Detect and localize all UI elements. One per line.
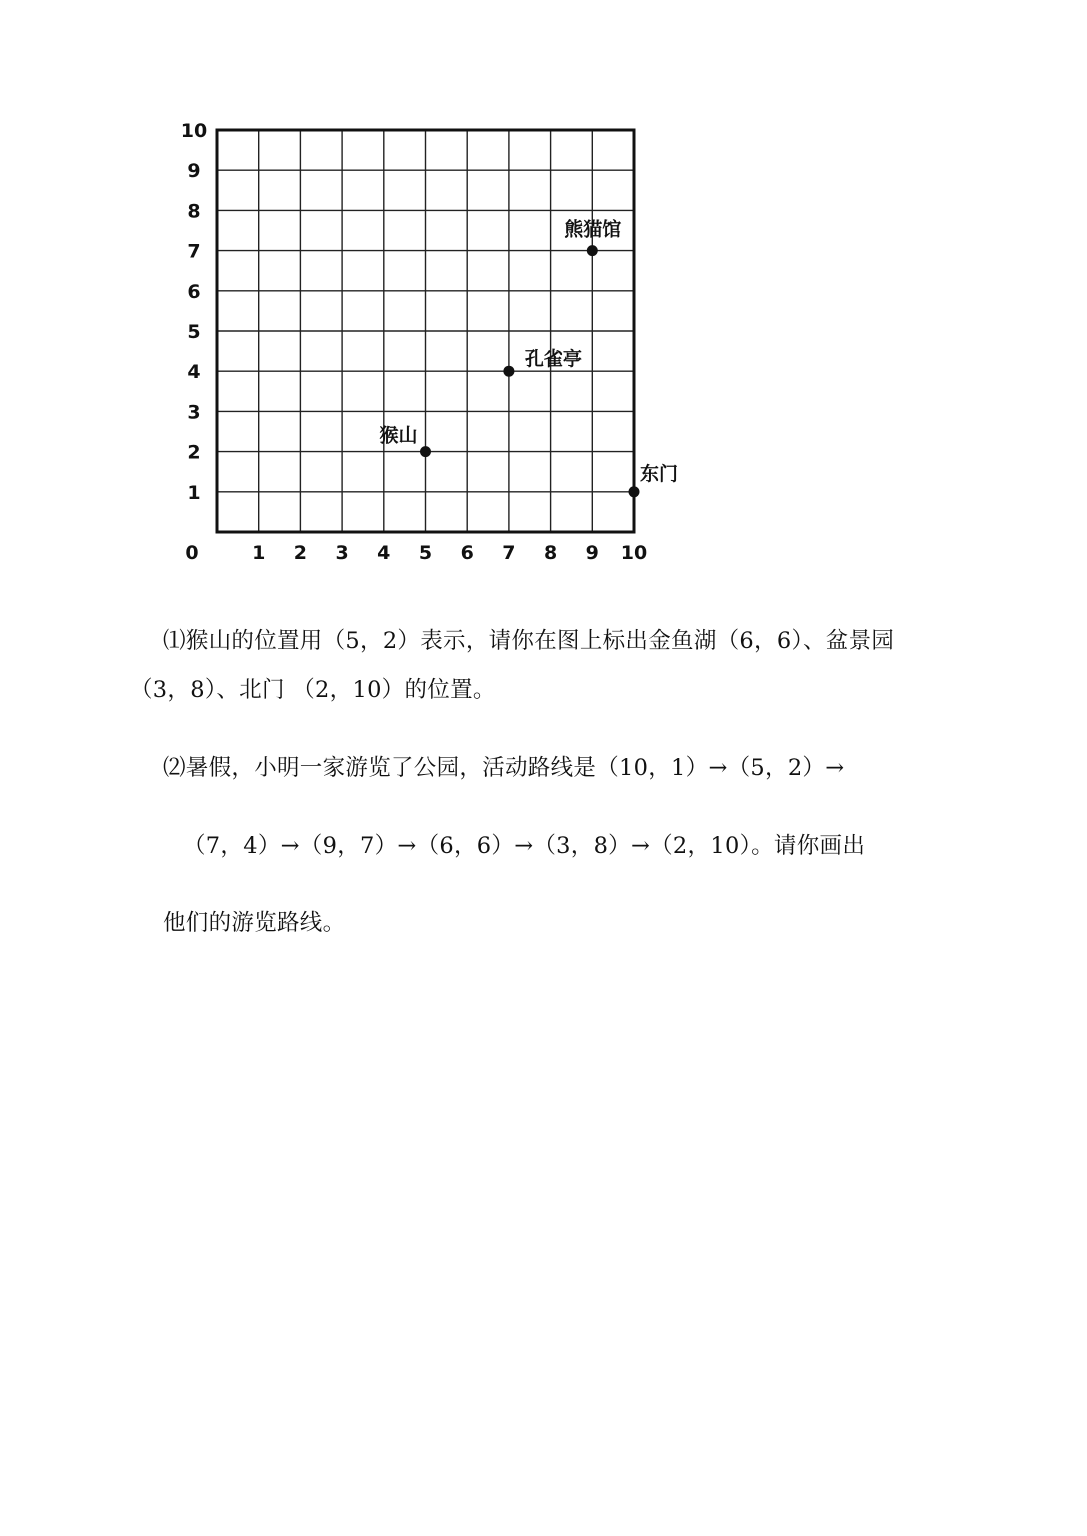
y-tick-label: 2 — [187, 441, 201, 464]
x-tick-label: 9 — [585, 542, 599, 564]
x-tick-label: 1 — [252, 542, 266, 564]
x-tick-label: 5 — [418, 542, 433, 564]
point-label: 猴山 — [379, 424, 418, 447]
y-tick-label: 4 — [187, 361, 201, 384]
y-tick-label: 1 — [187, 481, 201, 504]
x-tick-label: 7 — [502, 542, 516, 564]
x-tick-label: 6 — [460, 542, 474, 564]
question-2-line-1: ⑵暑假，小明一家游览了公园，活动路线是（10，1）→（5，2）→ — [163, 755, 845, 781]
data-point — [503, 366, 514, 377]
question-1-line-1: ⑴猴山的位置用（5，2）表示，请你在图上标出金鱼湖（6，6）、盆景园 — [163, 628, 895, 654]
y-tick-label: 6 — [187, 280, 201, 303]
x-tick-label: 3 — [335, 542, 349, 564]
point-label: 孔雀亭 — [524, 348, 582, 371]
data-point — [629, 486, 640, 497]
y-tick-label: 8 — [187, 200, 201, 223]
coordinate-grid — [170, 110, 690, 580]
y-tick-label: 5 — [187, 321, 201, 343]
y-tick-label: 9 — [187, 160, 201, 183]
question-2-line-3: 他们的游览路线。 — [163, 910, 346, 936]
question-1-line-2: （3，8）、北门 （2，10）的位置。 — [130, 677, 496, 703]
point-label: 东门 — [640, 462, 679, 485]
y-tick-label: 10 — [180, 120, 208, 142]
data-point — [587, 245, 598, 256]
x-tick-label: 2 — [293, 542, 308, 564]
x-tick-label: 8 — [543, 542, 558, 564]
coordinate-grid-figure — [170, 110, 690, 580]
y-tick-label: 3 — [187, 401, 201, 424]
data-point — [420, 446, 431, 457]
x-tick-label: 10 — [620, 542, 648, 564]
x-tick-label: 4 — [377, 542, 391, 564]
question-2-line-2: （7，4）→（9，7）→（6，6）→（3，8）→（2，10）。请你画出 — [183, 833, 866, 859]
x-tick-label: 0 — [185, 542, 199, 564]
y-tick-label: 7 — [187, 240, 201, 263]
point-label: 熊猫馆 — [564, 218, 622, 241]
